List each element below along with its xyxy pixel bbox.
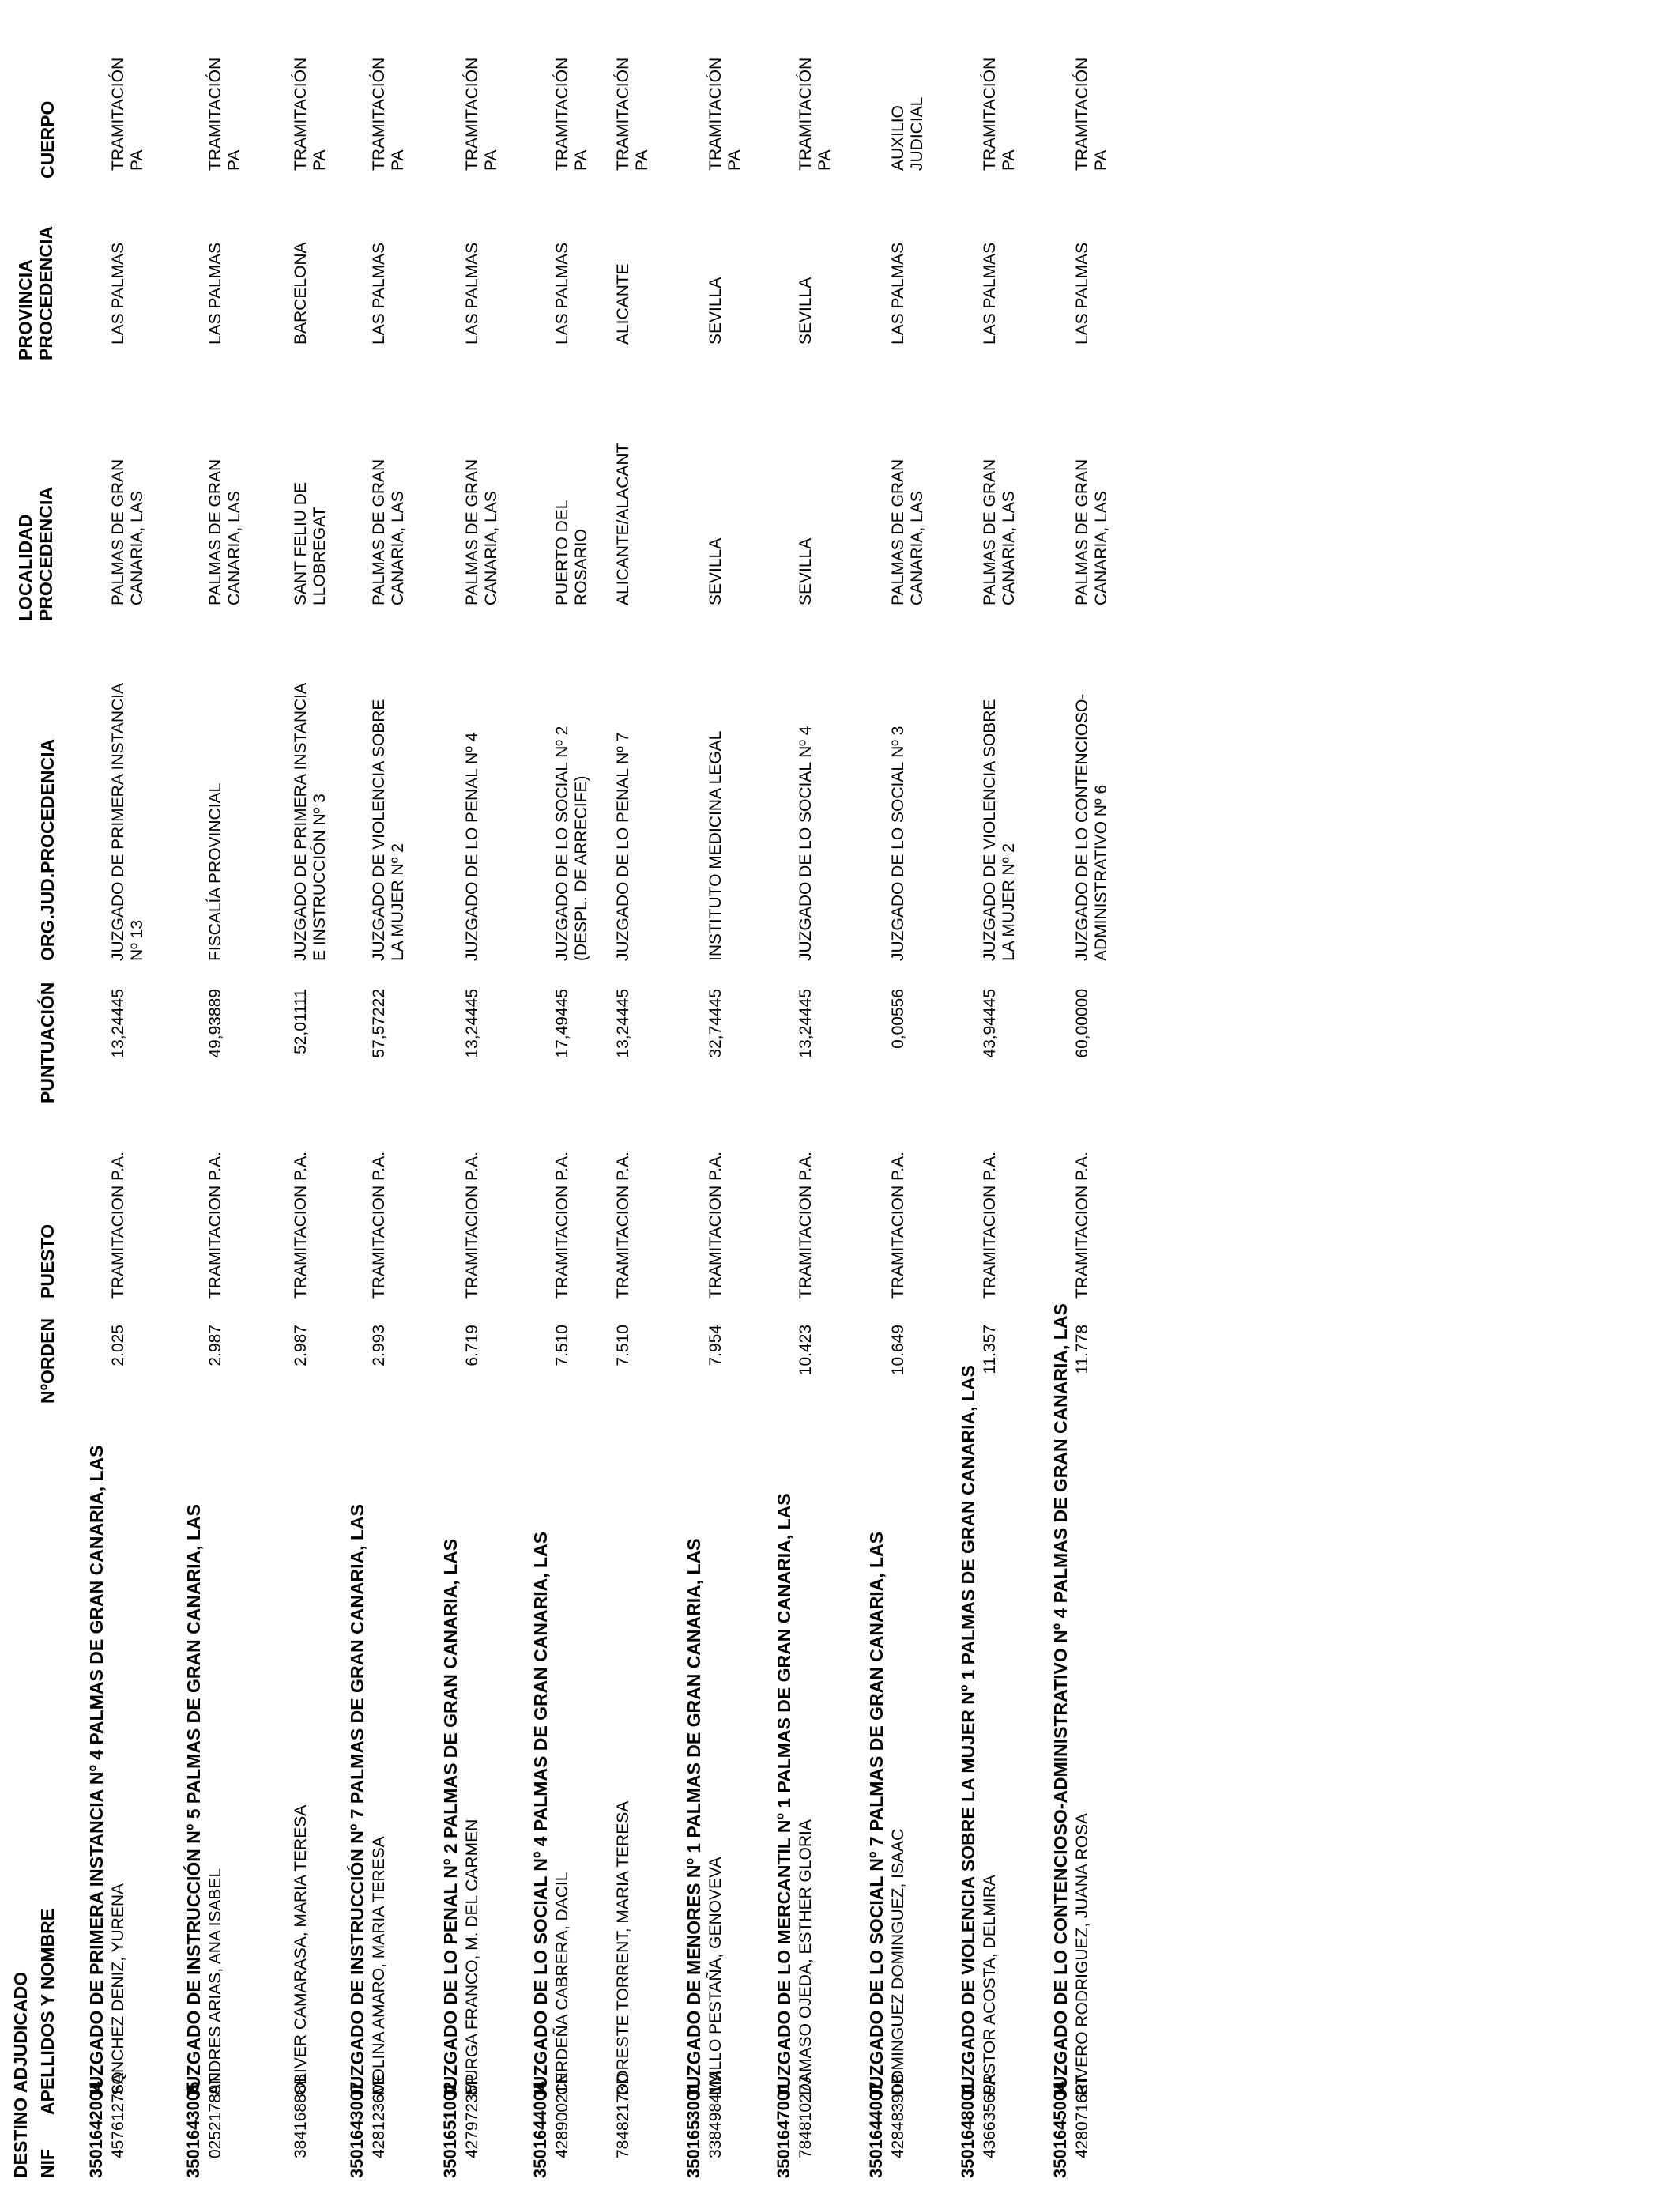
row-cuerpo: TRAMITACIÓN PA — [614, 57, 651, 171]
header-puntuacion: PUNTUACIÓN — [37, 982, 58, 1103]
row-puesto: TRAMITACION P.A. — [1073, 1152, 1091, 1299]
row-localidad: PALMAS DE GRAN CANARIA, LAS — [889, 458, 926, 605]
row-localidad: SEVILLA — [797, 537, 815, 605]
row-nif: 42848390B — [889, 2073, 907, 2158]
row-name: SANCHEZ DENIZ, YURENA — [109, 1883, 127, 2095]
row-localidad: PALMAS DE GRAN CANARIA, LAS — [981, 458, 1018, 605]
row-provincia: LAS PALMAS — [553, 242, 571, 345]
row-puntuacion: 13,24445 — [109, 989, 127, 1058]
header-provincia: PROVINCIA PROCEDENCIA — [15, 226, 56, 360]
row-puntuacion: 57,57222 — [370, 989, 388, 1058]
row-org-procedencia: JUZGADO DE PRIMERA INSTANCIA Nº 13 — [109, 684, 146, 961]
row-puntuacion: 43,94445 — [981, 989, 999, 1058]
row-puntuacion: 0,00556 — [889, 989, 907, 1049]
row-puesto: TRAMITACION P.A. — [553, 1152, 571, 1299]
row-localidad: SEVILLA — [706, 537, 725, 605]
row-org-procedencia: JUZGADO DE VIOLENCIA SOBRE LA MUJER Nº 2 — [981, 699, 1018, 961]
row-orden: 2.025 — [109, 1325, 127, 1367]
row-name: OLIVER CAMARASA, MARIA TERESA — [292, 1804, 310, 2095]
row-localidad: SANT FELIU DE LLOBREGAT — [292, 482, 329, 605]
row-orden: 7.510 — [614, 1325, 632, 1367]
row-puntuacion: 13,24445 — [463, 989, 481, 1058]
row-provincia: LAS PALMAS — [370, 242, 388, 345]
row-name: MOLINA AMARO, MARIA TERESA — [370, 1836, 388, 2095]
row-localidad: PALMAS DE GRAN CANARIA, LAS — [1073, 458, 1110, 605]
row-org-procedencia: JUZGADO DE LO SOCIAL Nº 3 — [889, 726, 907, 961]
destino-name: JUZGADO DE PRIMERA INSTANCIA Nº 4 PALMAS DE GRAN CANARIA, LAS — [86, 1445, 107, 2099]
destino-name: JUZGADO DE LO MERCANTIL Nº 1 PALMAS DE GRAN CANARIA, LAS — [774, 1493, 794, 2099]
row-cuerpo: AUXILIO JUDICIAL — [889, 96, 926, 171]
header-nif: NIF — [37, 2148, 58, 2178]
row-orden: 11.778 — [1073, 1325, 1091, 1374]
row-puntuacion: 13,24445 — [614, 989, 632, 1058]
destino-name: JUZGADO DE INSTRUCCIÓN Nº 7 PALMAS DE GRAN CANARIA, LAS — [347, 1504, 367, 2099]
row-provincia: BARCELONA — [292, 242, 310, 345]
destino-code: 3501643005 — [183, 2081, 203, 2178]
row-org-procedencia: JUZGADO DE LO SOCIAL Nº 2 (DESPL. DE ARRECIFE) — [553, 726, 590, 961]
row-puesto: TRAMITACION P.A. — [614, 1152, 632, 1299]
row-org-procedencia: JUZGADO DE LO SOCIAL Nº 4 — [797, 726, 815, 961]
destino-code: 3501647001 — [774, 2081, 793, 2178]
row-localidad: PALMAS DE GRAN CANARIA, LAS — [370, 458, 407, 605]
row-orden: 11.357 — [981, 1325, 999, 1374]
row-org-procedencia: JUZGADO DE LO CONTENCIOSO-ADMINISTRATIVO Nº 6 — [1073, 693, 1110, 961]
destino-name: JUZGADO DE MENORES Nº 1 PALMAS DE GRAN CANARIA, LAS — [684, 1538, 704, 2099]
row-puntuacion: 17,49445 — [553, 989, 571, 1058]
header-orden: NºORDEN — [37, 1318, 58, 1404]
row-nif: 43663569R — [981, 2072, 999, 2158]
row-nif: 78481027J — [797, 2076, 815, 2158]
row-nif: 78482173D — [614, 2072, 632, 2158]
row-orden: 2.987 — [206, 1325, 224, 1367]
row-puntuacion: 52,01111 — [292, 989, 310, 1054]
destino-code: 3501648001 — [958, 2081, 977, 2178]
row-provincia: LAS PALMAS — [206, 242, 224, 345]
row-org-procedencia: JUZGADO DE LO PENAL Nº 7 — [614, 732, 632, 961]
row-cuerpo: TRAMITACIÓN PA — [292, 57, 329, 171]
row-puesto: TRAMITACION P.A. — [706, 1152, 725, 1299]
row-nif: 38416888B — [292, 2073, 310, 2158]
destino-code: 3501644007 — [866, 2081, 886, 2178]
header-org-procedencia: ORG.JUD.PROCEDENCIA — [37, 738, 58, 961]
row-orden: 10.423 — [797, 1325, 815, 1376]
page-title: DESTINO ADJUDICADO — [10, 1971, 31, 2178]
row-cuerpo: TRAMITACIÓN PA — [370, 57, 407, 171]
row-provincia: ALICANTE — [614, 263, 632, 345]
header-puesto: PUESTO — [37, 1223, 58, 1299]
header-cuerpo: CUERPO — [37, 100, 58, 179]
destino-name: JUZGADO DE LO SOCIAL Nº 7 PALMAS DE GRAN CANARIA, LAS — [866, 1531, 887, 2099]
destino-code: 3501643007 — [347, 2081, 367, 2178]
row-orden: 2.993 — [370, 1325, 388, 1367]
row-puesto: TRAMITACION P.A. — [463, 1152, 481, 1299]
row-cuerpo: TRAMITACIÓN PA — [797, 57, 834, 171]
row-orden: 7.954 — [706, 1325, 725, 1367]
destino-code: 3501644004 — [530, 2081, 550, 2178]
row-org-procedencia: INSTITUTO MEDICINA LEGAL — [706, 730, 725, 961]
row-orden: 7.510 — [553, 1325, 571, 1367]
row-puesto: TRAMITACION P.A. — [206, 1152, 224, 1299]
destino-name: JUZGADO DE INSTRUCCIÓN Nº 5 PALMAS DE GRAN CANARIA, LAS — [183, 1504, 204, 2099]
row-name: MURGA FRANCO, M. DEL CARMEN — [463, 1819, 481, 2095]
row-nif: 45761276Q — [109, 2071, 127, 2158]
row-org-procedencia: JUZGADO DE PRIMERA INSTANCIA E INSTRUCCIÓN Nº 3 — [292, 684, 329, 961]
destino-name: JUZGADO DE LO PENAL Nº 2 PALMAS DE GRAN CANARIA, LAS — [440, 1538, 461, 2099]
row-cuerpo: TRAMITACIÓN PA — [109, 57, 146, 171]
destino-name: JUZGADO DE LO SOCIAL Nº 4 PALMAS DE GRAN CANARIA, LAS — [530, 1531, 551, 2099]
row-provincia: LAS PALMAS — [889, 242, 907, 345]
row-nif: 42890021N — [553, 2072, 571, 2158]
row-provincia: LAS PALMAS — [1073, 242, 1091, 345]
row-name: MALLO PESTAÑA, GENOVEVA — [706, 1857, 725, 2095]
row-puesto: TRAMITACION P.A. — [981, 1152, 999, 1299]
row-nif: 42807163T — [1073, 2074, 1091, 2158]
row-name: PASTOR ACOSTA, DELMIRA — [981, 1875, 999, 2095]
row-puntuacion: 32,74445 — [706, 989, 725, 1058]
row-cuerpo: TRAMITACIÓN PA — [1073, 57, 1110, 171]
row-name: CERDEÑA CABRERA, DACIL — [553, 1872, 571, 2095]
destino-name: JUZGADO DE LO CONTENCIOSO-ADMINISTRATIVO Nº 4 PALMAS DE GRAN CANARIA, LAS — [1050, 1303, 1071, 2099]
row-provincia: LAS PALMAS — [981, 242, 999, 345]
row-cuerpo: TRAMITACIÓN PA — [206, 57, 243, 171]
row-puntuacion: 13,24445 — [797, 989, 815, 1058]
row-localidad: PUERTO DEL ROSARIO — [553, 500, 590, 605]
row-name: ANDRES ARIAS, ANA ISABEL — [206, 1868, 224, 2095]
header-name: APELLIDOS Y NOMBRE — [37, 1908, 58, 2115]
row-name: DAMASO OJEDA, ESTHER GLORIA — [797, 1819, 815, 2095]
row-orden: 2.987 — [292, 1325, 310, 1367]
row-localidad: ALICANTE/ALACANT — [614, 443, 632, 605]
row-puntuacion: 49,93889 — [206, 989, 224, 1058]
row-name: DORESTE TORRENT, MARIA TERESA — [614, 1800, 632, 2095]
row-org-procedencia: FISCALÍA PROVINCIAL — [206, 782, 224, 961]
row-cuerpo: TRAMITACIÓN PA — [981, 57, 1018, 171]
row-provincia: LAS PALMAS — [463, 242, 481, 345]
row-provincia: SEVILLA — [706, 277, 725, 345]
row-puesto: TRAMITACION P.A. — [109, 1152, 127, 1299]
destino-code: 3501645004 — [1050, 2081, 1070, 2178]
row-provincia: SEVILLA — [797, 277, 815, 345]
row-puesto: TRAMITACION P.A. — [797, 1152, 815, 1299]
row-puesto: TRAMITACION P.A. — [292, 1152, 310, 1299]
row-puntuacion: 60,00000 — [1073, 989, 1091, 1058]
header-localidad: LOCALIDAD PROCEDENCIA — [15, 487, 56, 621]
destino-code: 350164200​4 — [86, 2081, 106, 2178]
destino-code: 3501653001 — [684, 2081, 703, 2178]
row-cuerpo: TRAMITACIÓN PA — [553, 57, 590, 171]
row-nif: 42797235P — [463, 2073, 481, 2158]
row-nif: 42812360E — [370, 2073, 388, 2158]
destino-name: JUZGADO DE VIOLENCIA SOBRE LA MUJER Nº 1 PALMAS DE GRAN CANARIA, LAS — [958, 1365, 978, 2099]
row-orden: 10.649 — [889, 1325, 907, 1376]
destino-code: 3501651002 — [440, 2081, 460, 2178]
row-puesto: TRAMITACION P.A. — [889, 1152, 907, 1299]
row-puesto: TRAMITACION P.A. — [370, 1152, 388, 1299]
row-localidad: PALMAS DE GRAN CANARIA, LAS — [206, 458, 243, 605]
row-nif: 02521789T — [206, 2074, 224, 2158]
row-org-procedencia: JUZGADO DE VIOLENCIA SOBRE LA MUJER Nº 2 — [370, 699, 407, 961]
row-localidad: PALMAS DE GRAN CANARIA, LAS — [463, 458, 500, 605]
row-localidad: PALMAS DE GRAN CANARIA, LAS — [109, 458, 146, 605]
row-name: DOMINGUEZ DOMINGUEZ, ISAAC — [889, 1828, 907, 2095]
row-name: RIVERO RODRIGUEZ, JUANA ROSA — [1073, 1812, 1091, 2095]
row-provincia: LAS PALMAS — [109, 242, 127, 345]
row-orden: 6.719 — [463, 1325, 481, 1367]
row-cuerpo: TRAMITACIÓN PA — [463, 57, 500, 171]
row-cuerpo: TRAMITACIÓN PA — [706, 57, 744, 171]
row-nif: 33849841M — [706, 2071, 725, 2158]
row-org-procedencia: JUZGADO DE LO PENAL Nº 4 — [463, 732, 481, 961]
